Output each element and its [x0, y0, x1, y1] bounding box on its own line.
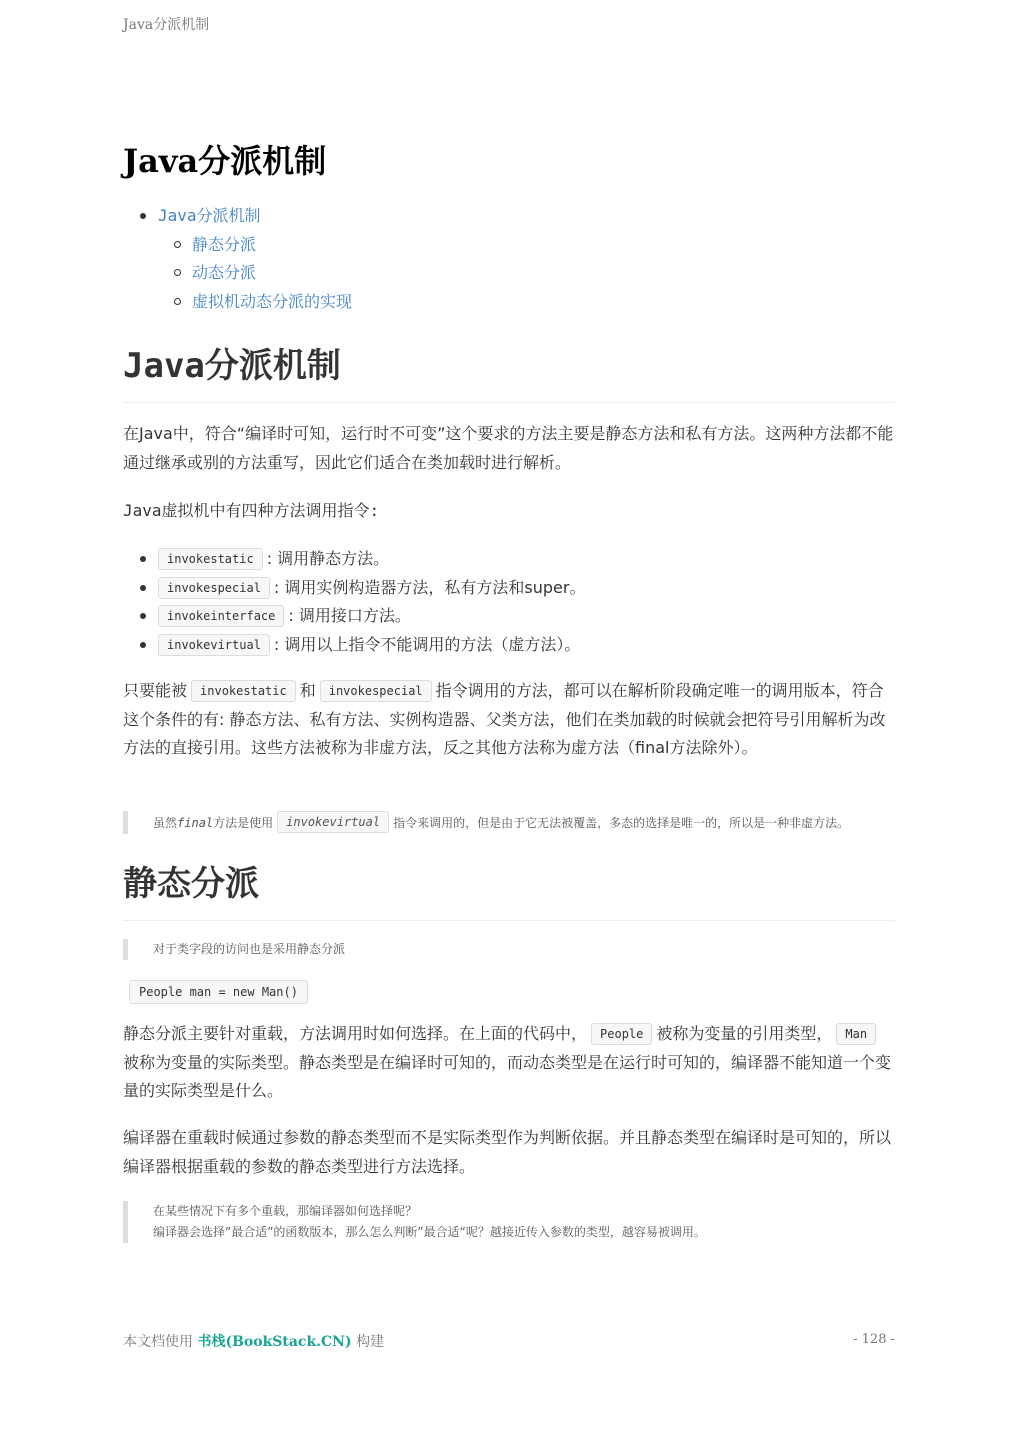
- section-heading-static-dispatch: 静态分派: [123, 862, 895, 921]
- inline-code: invokespecial: [158, 577, 270, 599]
- code-block: People man = new Man(): [129, 980, 308, 1004]
- paragraph-intro: 在Java中，符合“编译时可知，运行时不可变”这个要求的方法主要是静态方法和私有方法。这两种方法都不能通过继承或别的方法重写，因此它们适合在类加载时进行解析。: [123, 424, 894, 472]
- paragraph-overload-resolution: 编译器在重载时候通过参数的静态类型而不是实际类型作为判断依据。并且静态类型在编译时是可知的，所以编译器根据重载的参数的静态类型进行方法选择。: [123, 1128, 892, 1176]
- list-item: [140, 545, 585, 574]
- instruction-desc: : 调用接口方法。: [288, 606, 411, 625]
- instruction-desc: : 调用以上指令不能调用的方法（虚方法）。: [273, 634, 581, 654]
- toc-item: [140, 259, 352, 288]
- instruction-list: [140, 545, 585, 659]
- toc-link-java-dispatch[interactable]: Java分派机制: [158, 206, 261, 225]
- inline-code: invokespecial: [320, 680, 432, 702]
- document-title: Java分派机制: [123, 142, 327, 180]
- blockquote-field-access: 对于类字段的访问也是采用静态分派: [123, 939, 895, 960]
- list-item: [140, 574, 585, 603]
- instruction-desc: : 调用静态方法。: [266, 549, 390, 568]
- inline-code: invokevirtual: [158, 634, 270, 656]
- inline-code: invokeinterface: [158, 605, 284, 627]
- bullet-dot-icon: [140, 585, 146, 591]
- page-number: - 128 -: [853, 1332, 895, 1347]
- blockquote-final-note: 虽然final方法是使用 invokevirtual 指令来调用的，但是由于它无法被覆盖，多态的选择是唯一的，所以是一种非虚方法。: [123, 811, 895, 834]
- toc-link-static-dispatch[interactable]: 静态分派: [192, 234, 257, 254]
- paragraph-static-vs-actual-type: 静态分派主要针对重载，方法调用时如何选择。在上面的代码中， People 被称为变量的引用类型， Man被称为变量的实际类型。静态类型是在编译时可知的，而动态类型是在运行时可知的，编译器不能知道一个变量的实际类型是什么。: [123, 1024, 892, 1100]
- bookstack-link[interactable]: 书栈(BookStack.CN): [197, 1334, 352, 1350]
- inline-code: invokestatic: [191, 680, 296, 702]
- inline-code: invokestatic: [158, 548, 263, 570]
- blockquote-overload-choice: [123, 1201, 895, 1243]
- quote-line: 在某些情况下有多个重载，那编译器如何选择呢？: [153, 1204, 418, 1218]
- table-of-contents: [140, 202, 352, 316]
- inline-code: Man: [836, 1023, 876, 1045]
- footer-credit: 本文档使用 书栈(BookStack.CN) 构建: [123, 1334, 385, 1350]
- bullet-dot-icon: [140, 642, 146, 648]
- toc-link-dynamic-dispatch[interactable]: 动态分派: [192, 263, 257, 282]
- toc-item: [140, 288, 352, 317]
- bullet-dot-icon: [140, 613, 146, 619]
- quote-line: 编译器会选择”最合适”的函数版本，那么怎么判断”最合适“呢？越接近传入参数的类型，越容易被调用。: [153, 1225, 706, 1239]
- inline-code: People: [591, 1023, 652, 1045]
- bullet-dot-icon: [140, 556, 146, 562]
- instruction-desc: : 调用实例构造器方法，私有方法和super。: [273, 577, 586, 597]
- section-heading-java-dispatch: Java分派机制: [123, 344, 895, 403]
- list-item: [140, 631, 585, 660]
- bullet-circle-icon: [174, 241, 181, 248]
- paragraph-non-virtual-methods: 只要能被 invokestatic 和 invokespecial 指令调用的方法，都可以在解析阶段确定唯一的调用版本，符合这个条件的有: 静态方法、私有方法、实例构造器、父类方法，他们在类加载的时候就会把符号引用解析为改方法的直接引用。这些方法被称为非虚方法，反之其他方法称为虚方法（final方法除外）。: [123, 681, 886, 757]
- toc-link-vm-dynamic-dispatch[interactable]: 虚拟机动态分派的实现: [192, 291, 353, 311]
- list-item: [140, 602, 585, 631]
- bullet-dot-icon: [140, 213, 146, 219]
- running-header: Java分派机制: [123, 17, 210, 33]
- toc-item: [140, 202, 352, 231]
- inline-code: invokevirtual: [277, 811, 389, 833]
- bullet-circle-icon: [174, 298, 181, 305]
- paragraph-instructions-intro: Java虚拟机中有四种方法调用指令:: [123, 501, 380, 520]
- bullet-circle-icon: [174, 269, 181, 276]
- toc-item: [140, 231, 352, 260]
